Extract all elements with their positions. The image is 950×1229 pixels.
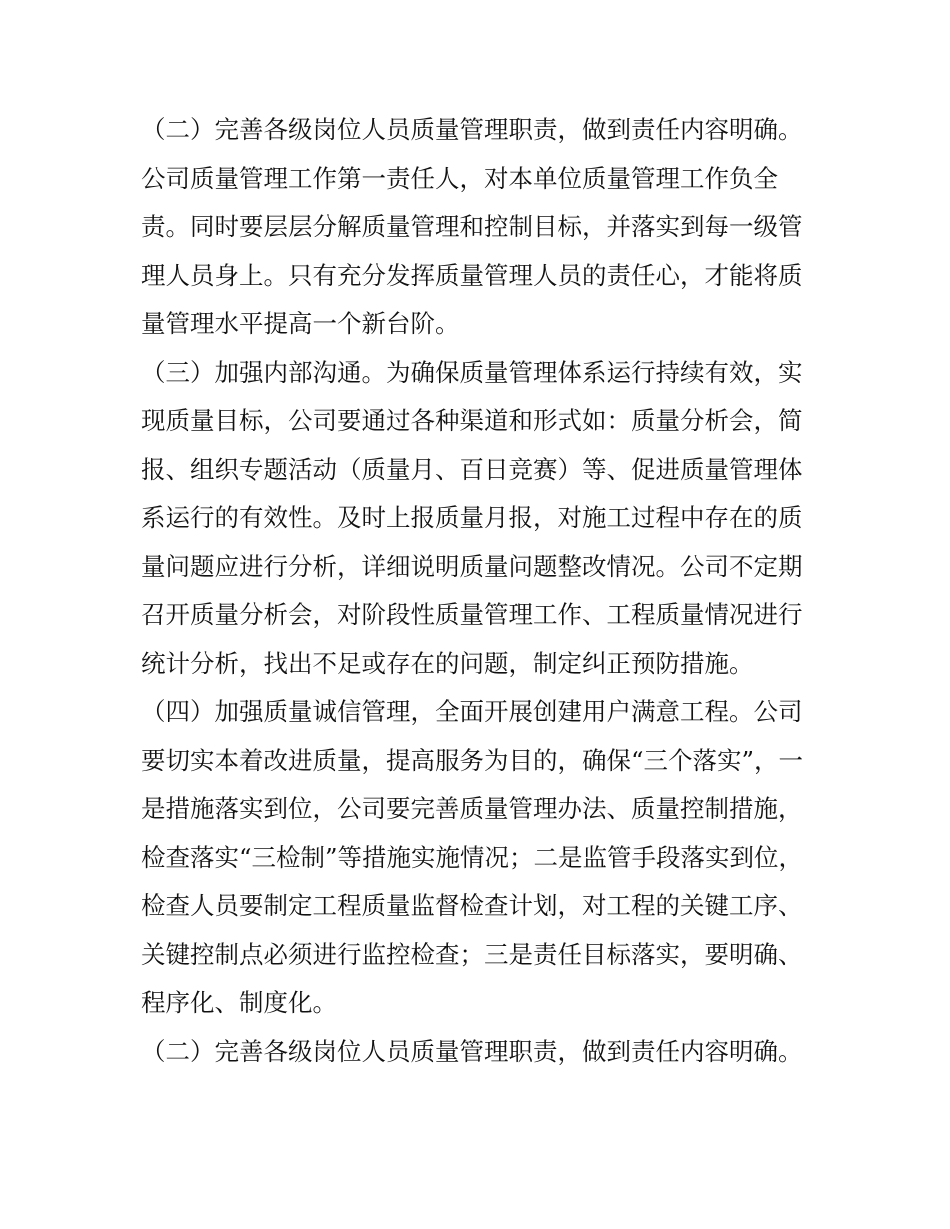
text-line-17: 检查人员要制定工程质量监督检查计划，对工程的关键工序、 xyxy=(141,891,803,920)
text-line-18: 关键控制点必须进行监控检查；三是责任目标落实，要明确、 xyxy=(141,939,803,969)
text-line-11: 召开质量分析会，对阶段性质量管理工作、工程质量情况进行 xyxy=(141,600,803,629)
text-line-9: 系运行的有效性。及时上报质量月报，对施工过程中存在的质 xyxy=(141,503,803,532)
text-line-15: 是措施落实到位，公司要完善质量管理办法、质量控制措施， xyxy=(141,794,803,823)
text-line-20: （二）完善各级岗位人员质量管理职责，做到责任内容明确。 xyxy=(141,1036,803,1066)
text-line-3: 责。同时要层层分解质量管理和控制目标，并落实到每一级管 xyxy=(141,212,803,241)
text-line-14: 要切实本着改进质量，提高服务为目的，确保“三个落实”，一 xyxy=(141,745,804,775)
text-line-13: （四）加强质量诚信管理，全面开展创建用户满意工程。公司 xyxy=(141,697,803,726)
text-line-4: 理人员身上。只有充分发挥质量管理人员的责任心，才能将质 xyxy=(141,260,803,290)
text-line-12: 统计分析，找出不足或存在的问题，制定纠正预防措施。 xyxy=(141,648,754,678)
text-line-7: 现质量目标，公司要通过各种渠道和形式如：质量分析会，简 xyxy=(141,406,803,435)
text-line-1: （二）完善各级岗位人员质量管理职责，做到责任内容明确。 xyxy=(141,115,803,144)
text-line-16: 检查落实“三检制”等措施实施情况；二是监管手段落实到位， xyxy=(141,842,804,872)
text-line-5: 量管理水平提高一个新台阶。 xyxy=(141,309,460,338)
document-page xyxy=(141,106,821,1076)
text-line-10: 量问题应进行分析，详细说明质量问题整改情况。公司不定期 xyxy=(141,551,803,581)
text-line-6: （三）加强内部沟通。为确保质量管理体系运行持续有效，实 xyxy=(141,357,803,387)
text-line-2: 公司质量管理工作第一责任人，对本单位质量管理工作负全 xyxy=(141,163,778,193)
text-line-19: 程序化、制度化。 xyxy=(141,988,337,1017)
text-line-8: 报、组织专题活动（质量月、百日竞赛）等、促进质量管理体 xyxy=(141,454,803,484)
